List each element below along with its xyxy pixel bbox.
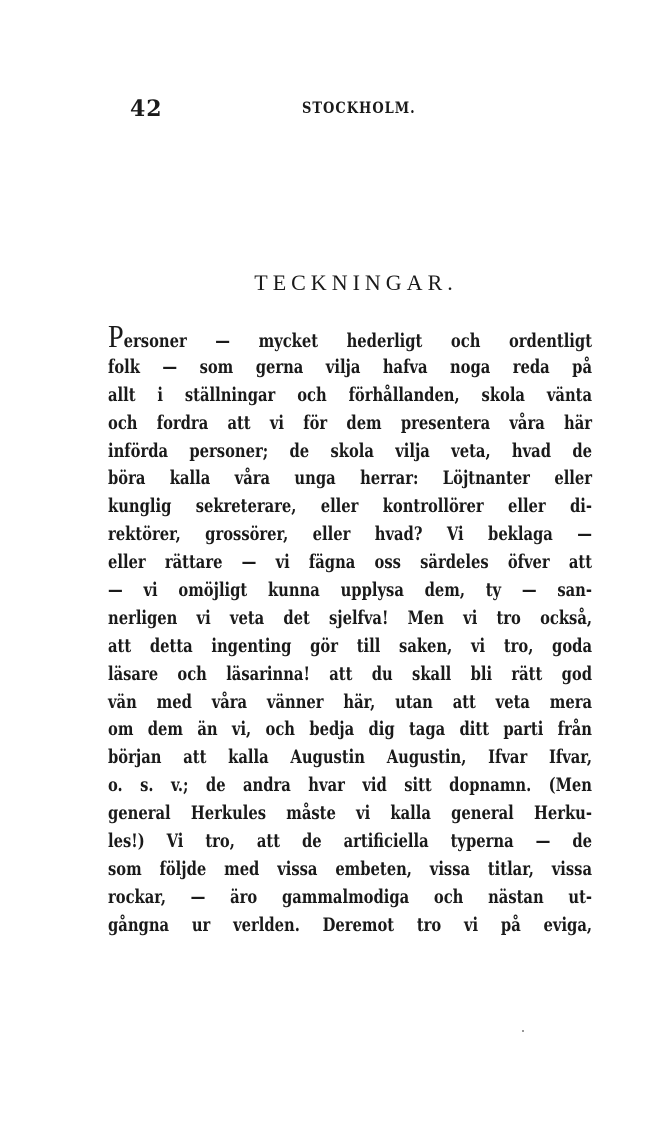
section-heading: TECKNINGAR. (254, 270, 458, 295)
text-line: rockar, — äro gammalmodiga och nästan ut- (108, 886, 592, 908)
text-line: att detta ingenting gör till saken, vi tro, goda (108, 635, 592, 657)
text-line: eller rättare — vi fägna oss särdeles öfver att (108, 552, 592, 574)
text-line: les!) Vi tro, att de artificiella typerna — de (108, 831, 592, 853)
text-line: början att kalla Augustin Augustin, Ifvar Ifvar, (108, 747, 592, 769)
text-line: införda personer; de skola vilja veta, hvad de (108, 440, 592, 462)
text-line: om dem än vi, och bedja dig taga ditt parti från (108, 719, 592, 741)
text-line: folk — som gerna vilja hafva noga reda på (108, 356, 592, 378)
page-number: 42 (130, 96, 163, 122)
text-line: Personer — mycket hederligt och ordentligt (108, 318, 592, 354)
text-line: och fordra att vi för dem presentera våra här (108, 412, 592, 434)
running-title: STOCKHOLM. (302, 99, 416, 118)
text-line: vän med våra vänner här, utan att veta mera (108, 691, 592, 713)
body-text (108, 318, 592, 940)
text-line: rektörer, grossörer, eller hvad? Vi beklaga — (108, 524, 592, 546)
paper-speck (522, 1030, 524, 1032)
text-line: — vi omöjligt kunna upplysa dem, ty — san- (108, 580, 592, 602)
text-line: läsare och läsarinna! att du skall bli rätt god (108, 663, 592, 685)
drop-cap: P (108, 318, 124, 354)
text-line: allt i ställningar och förhållanden, skola vänta (108, 384, 592, 406)
text-line: general Herkules måste vi kalla general Herku- (108, 803, 592, 825)
running-head (130, 96, 590, 126)
text-line: böra kalla våra unga herrar: Löjtnanter eller (108, 468, 592, 490)
text-line: som följde med vissa embeten, vissa titlar, vissa (108, 858, 592, 880)
text-line: nerligen vi veta det sjelfva! Men vi tro också, (108, 607, 592, 629)
text-line: gångna ur verlden. Deremot tro vi på eviga, (108, 914, 592, 936)
text-line: o. s. v.; de andra hvar vid sitt dopnamn. (Men (108, 775, 592, 797)
text-line: kunglig sekreterare, eller kontrollörer eller di- (108, 496, 592, 518)
